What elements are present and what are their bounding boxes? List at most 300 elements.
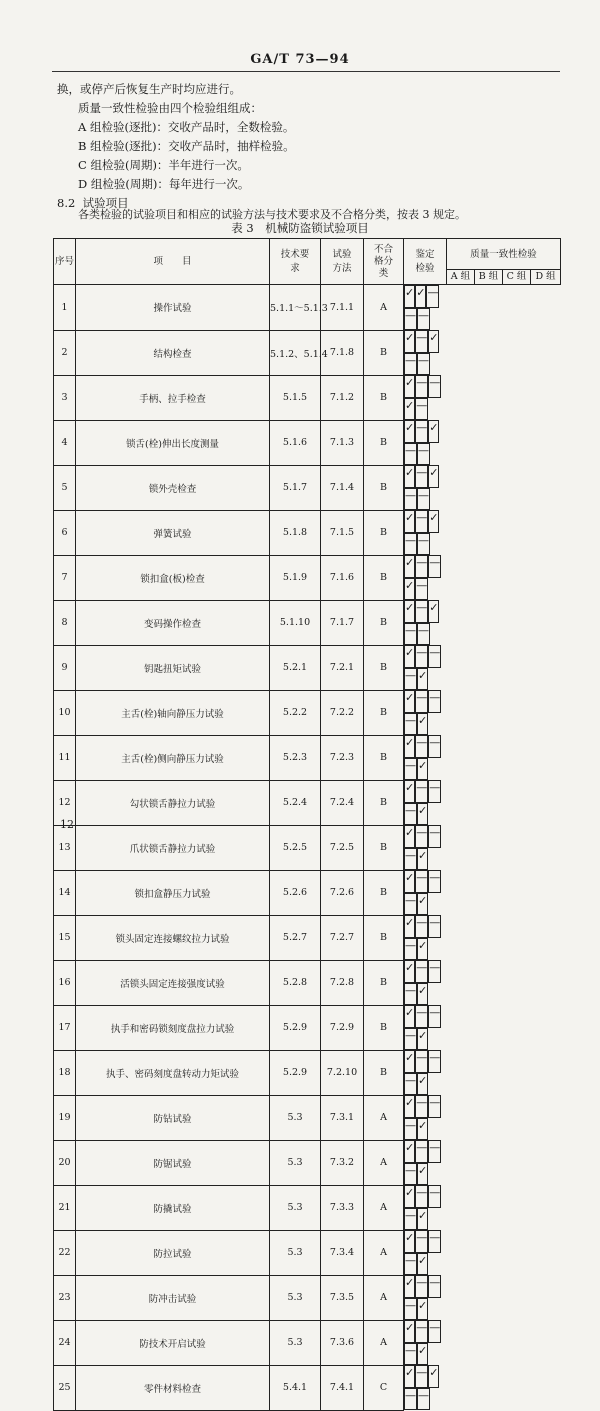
table-row: [54, 1230, 561, 1275]
row-group-d: ✓: [417, 1118, 428, 1141]
row-group-a: —: [415, 1185, 428, 1208]
row-test-method: 7.1.3: [321, 420, 364, 465]
row-group-b: ✓: [428, 1365, 439, 1388]
row-identification: ✓: [404, 1050, 415, 1073]
row-group-b: ✓: [428, 330, 439, 353]
row-group-b: —: [428, 1140, 441, 1163]
row-nonconformity: B: [364, 825, 404, 870]
row-group-c: —: [404, 533, 417, 556]
row-identification: ✓: [404, 1320, 415, 1343]
row-test-method: 7.1.6: [321, 555, 364, 600]
row-tech-req: 5.1.10: [270, 600, 321, 645]
header-tech-req: 技术要求: [270, 239, 321, 285]
row-seq: 9: [54, 645, 76, 690]
row-group-d: ✓: [417, 938, 428, 961]
row-seq: 5: [54, 465, 76, 510]
row-test-method: 7.1.4: [321, 465, 364, 510]
row-group-c: —: [404, 1298, 417, 1321]
row-test-method: 7.1.5: [321, 510, 364, 555]
row-group-b: —: [428, 375, 441, 398]
row-group-b: —: [428, 645, 441, 668]
table-row: [54, 330, 561, 375]
row-seq: 14: [54, 870, 76, 915]
row-identification: ✓: [404, 690, 415, 713]
row-tech-req: 5.1.9: [270, 555, 321, 600]
row-group-a: —: [415, 510, 428, 533]
row-group-b: —: [428, 870, 441, 893]
row-tech-req: 5.1.8: [270, 510, 321, 555]
row-tech-req: 5.2.1: [270, 645, 321, 690]
row-seq: 20: [54, 1140, 76, 1185]
row-tech-req: 5.2.2: [270, 690, 321, 735]
intro-line-1: 换，或停产后恢复生产时均应进行。: [57, 82, 241, 96]
row-group-b: —: [428, 915, 441, 938]
row-group-d: —: [417, 623, 430, 646]
row-item: 活锁头固定连接强度试验: [76, 960, 270, 1005]
row-seq: 16: [54, 960, 76, 1005]
test-items-table: [53, 238, 561, 1411]
row-nonconformity: B: [364, 735, 404, 780]
row-test-method: 7.2.7: [321, 915, 364, 960]
row-identification: ✓: [404, 555, 415, 578]
row-group-d: —: [417, 443, 430, 466]
row-test-method: 7.2.10: [321, 1050, 364, 1095]
row-group-b: —: [428, 1005, 441, 1028]
table-row: [54, 375, 561, 420]
row-item: 锁外壳检查: [76, 465, 270, 510]
row-tech-req: 5.1.1～5.1.3: [270, 285, 321, 331]
row-group-c: —: [404, 1163, 417, 1186]
row-seq: 4: [54, 420, 76, 465]
row-group-d: ✓: [417, 713, 428, 736]
row-identification: ✓: [404, 645, 415, 668]
row-group-c: —: [404, 1388, 417, 1411]
row-group-a: —: [415, 1140, 428, 1163]
row-tech-req: 5.3: [270, 1095, 321, 1140]
table-row: [54, 915, 561, 960]
row-group-d: ✓: [417, 1163, 428, 1186]
row-test-method: 7.3.6: [321, 1320, 364, 1365]
row-group-b: —: [428, 1275, 441, 1298]
row-group-a: —: [415, 555, 428, 578]
row-group-a: —: [415, 915, 428, 938]
row-group-b: —: [428, 1320, 441, 1343]
row-nonconformity: B: [364, 600, 404, 645]
row-group-c: —: [404, 353, 417, 376]
row-test-method: 7.2.2: [321, 690, 364, 735]
row-test-method: 7.1.7: [321, 600, 364, 645]
row-identification: ✓: [404, 915, 415, 938]
row-group-d: ✓: [417, 893, 428, 916]
row-test-method: 7.3.3: [321, 1185, 364, 1230]
row-item: 爪状锁舌静拉力试验: [76, 825, 270, 870]
row-seq: 10: [54, 690, 76, 735]
row-nonconformity: B: [364, 1005, 404, 1050]
row-group-d: ✓: [417, 1298, 428, 1321]
row-group-b: —: [428, 1230, 441, 1253]
row-group-c: —: [404, 443, 417, 466]
row-item: 执手、密码刻度盘转动力矩试验: [76, 1050, 270, 1095]
row-seq: 22: [54, 1230, 76, 1275]
row-group-d: ✓: [417, 1073, 428, 1096]
header-seq: 序号: [54, 239, 76, 285]
row-item: 主舌(栓)轴向静压力试验: [76, 690, 270, 735]
row-group-a: —: [415, 1230, 428, 1253]
row-group-b: —: [428, 825, 441, 848]
row-group-a: —: [415, 1050, 428, 1073]
table-row: [54, 465, 561, 510]
row-item: 执手和密码锁刻度盘拉力试验: [76, 1005, 270, 1050]
row-group-a: —: [415, 1365, 428, 1388]
row-item: 锁头固定连接螺纹拉力试验: [76, 915, 270, 960]
row-group-a: —: [415, 960, 428, 983]
row-group-d: ✓: [417, 983, 428, 1006]
table-row: [54, 735, 561, 780]
group-a-description: A 组检验(逐批)：交收产品时，全数检验。: [78, 120, 295, 134]
header-test-method: 试验方法: [321, 239, 364, 285]
row-nonconformity: A: [364, 285, 404, 331]
table-row: [54, 555, 561, 600]
row-seq: 23: [54, 1275, 76, 1320]
row-nonconformity: A: [364, 1095, 404, 1140]
row-seq: 7: [54, 555, 76, 600]
row-tech-req: 5.1.2、5.1.4: [270, 330, 321, 375]
row-group-d: —: [415, 398, 428, 421]
row-group-d: —: [417, 1388, 430, 1411]
group-c-description: C 组检验(周期)：半年进行一次。: [78, 158, 249, 172]
table-row: [54, 1365, 561, 1410]
row-group-d: ✓: [417, 1028, 428, 1051]
row-tech-req: 5.2.6: [270, 870, 321, 915]
row-group-d: ✓: [417, 848, 428, 871]
row-nonconformity: A: [364, 1275, 404, 1320]
row-group-b: —: [428, 1185, 441, 1208]
header-rule: [52, 71, 560, 72]
row-group-a: —: [415, 420, 428, 443]
row-seq: 13: [54, 825, 76, 870]
row-group-d: —: [417, 308, 430, 331]
row-group-d: —: [417, 353, 430, 376]
row-identification: ✓: [404, 825, 415, 848]
row-group-d: ✓: [417, 1208, 428, 1231]
row-tech-req: 5.2.8: [270, 960, 321, 1005]
row-test-method: 7.1.8: [321, 330, 364, 375]
row-test-method: 7.3.4: [321, 1230, 364, 1275]
row-tech-req: 5.3: [270, 1140, 321, 1185]
table-row: [54, 510, 561, 555]
row-item: 防拉试验: [76, 1230, 270, 1275]
row-group-b: —: [428, 735, 441, 758]
row-seq: 21: [54, 1185, 76, 1230]
row-identification: ✓: [404, 285, 415, 308]
row-group-d: ✓: [417, 1343, 428, 1366]
row-group-c: —: [404, 623, 417, 646]
row-group-b: —: [428, 1095, 441, 1118]
row-test-method: 7.2.9: [321, 1005, 364, 1050]
header-nonconformity: 不合格分类: [364, 239, 404, 285]
row-group-c: —: [404, 893, 417, 916]
row-group-a: ✓: [415, 285, 426, 308]
row-group-c: —: [404, 1208, 417, 1231]
row-test-method: 7.2.3: [321, 735, 364, 780]
row-item: 防技术开启试验: [76, 1320, 270, 1365]
row-tech-req: 5.3: [270, 1185, 321, 1230]
row-group-c: —: [404, 938, 417, 961]
row-item: 锁扣盒静压力试验: [76, 870, 270, 915]
row-identification: ✓: [404, 1005, 415, 1028]
row-tech-req: 5.4.1: [270, 1365, 321, 1410]
row-group-b: —: [428, 1050, 441, 1073]
row-group-c: —: [404, 803, 417, 826]
row-group-c: ✓: [404, 398, 415, 421]
row-group-d: ✓: [417, 1253, 428, 1276]
table-row: [54, 1050, 561, 1095]
row-item: 钥匙扭矩试验: [76, 645, 270, 690]
row-tech-req: 5.1.5: [270, 375, 321, 420]
row-group-a: —: [415, 870, 428, 893]
table-row: [54, 645, 561, 690]
row-seq: 18: [54, 1050, 76, 1095]
row-identification: ✓: [404, 1140, 415, 1163]
header-identification: 鉴定检验: [404, 239, 447, 285]
row-group-c: —: [404, 713, 417, 736]
row-seq: 15: [54, 915, 76, 960]
row-seq: 17: [54, 1005, 76, 1050]
row-group-c: —: [404, 668, 417, 691]
row-group-c: ✓: [404, 578, 415, 601]
row-tech-req: 5.2.3: [270, 735, 321, 780]
row-seq: 3: [54, 375, 76, 420]
row-nonconformity: B: [364, 510, 404, 555]
table-row: [54, 285, 561, 331]
section-body: 各类检验的试验项目和相应的试验方法与技术要求及不合格分类，按表 3 规定。: [78, 208, 466, 221]
row-identification: ✓: [404, 465, 415, 488]
row-nonconformity: B: [364, 870, 404, 915]
row-group-b: ✓: [428, 510, 439, 533]
row-identification: ✓: [404, 780, 415, 803]
table-row: [54, 420, 561, 465]
row-group-d: ✓: [417, 803, 428, 826]
group-d-description: D 组检验(周期)：每年进行一次。: [78, 177, 250, 191]
row-nonconformity: B: [364, 330, 404, 375]
page-number: 12: [60, 818, 74, 831]
header-quality-consistency: 质量一致性检验: [447, 239, 561, 270]
row-item: 操作试验: [76, 285, 270, 331]
row-seq: 25: [54, 1365, 76, 1410]
row-group-a: —: [415, 825, 428, 848]
group-b-description: B 组检验(逐批)：交收产品时，抽样检验。: [78, 139, 295, 153]
row-group-a: —: [415, 600, 428, 623]
row-tech-req: 5.2.7: [270, 915, 321, 960]
row-seq: 24: [54, 1320, 76, 1365]
row-group-c: —: [404, 1343, 417, 1366]
row-item: 防撬试验: [76, 1185, 270, 1230]
row-group-c: —: [404, 1073, 417, 1096]
row-tech-req: 5.1.6: [270, 420, 321, 465]
row-test-method: 7.2.5: [321, 825, 364, 870]
section-title: 试验项目: [82, 196, 129, 210]
row-group-b: —: [426, 285, 439, 308]
row-test-method: 7.1.2: [321, 375, 364, 420]
row-tech-req: 5.2.9: [270, 1050, 321, 1095]
row-seq: 8: [54, 600, 76, 645]
row-identification: ✓: [404, 600, 415, 623]
row-identification: ✓: [404, 420, 415, 443]
row-nonconformity: B: [364, 465, 404, 510]
row-group-b: ✓: [428, 420, 439, 443]
header-item: 项 目: [76, 239, 270, 285]
row-group-c: —: [404, 758, 417, 781]
row-nonconformity: B: [364, 690, 404, 735]
intro-line-2: 质量一致性检验由四个检验组组成：: [78, 101, 262, 115]
table-row: [54, 1005, 561, 1050]
row-group-a: —: [415, 1275, 428, 1298]
row-nonconformity: A: [364, 1230, 404, 1275]
row-identification: ✓: [404, 870, 415, 893]
row-group-d: —: [415, 578, 428, 601]
row-group-a: —: [415, 465, 428, 488]
row-item: 锁舌(栓)伸出长度测量: [76, 420, 270, 465]
row-tech-req: 5.2.5: [270, 825, 321, 870]
row-group-a: —: [415, 645, 428, 668]
row-item: 锁扣盒(板)检查: [76, 555, 270, 600]
row-seq: 12: [54, 780, 76, 825]
table-row: [54, 825, 561, 870]
row-identification: ✓: [404, 1095, 415, 1118]
table-row: [54, 780, 561, 825]
header-group-c: C 组: [503, 270, 531, 285]
row-test-method: 7.3.2: [321, 1140, 364, 1185]
table-body: [54, 285, 561, 1411]
table-row: [54, 1275, 561, 1320]
row-item: 主舌(栓)侧向静压力试验: [76, 735, 270, 780]
row-nonconformity: C: [364, 1365, 404, 1410]
row-seq: 19: [54, 1095, 76, 1140]
table-row: [54, 960, 561, 1005]
row-item: 勾状锁舌静拉力试验: [76, 780, 270, 825]
row-group-c: —: [404, 983, 417, 1006]
row-group-b: —: [428, 555, 441, 578]
row-group-c: —: [404, 1253, 417, 1276]
row-item: 防锯试验: [76, 1140, 270, 1185]
row-group-d: —: [417, 488, 430, 511]
row-group-a: —: [415, 735, 428, 758]
row-group-a: —: [415, 1005, 428, 1028]
header-group-a: A 组: [447, 270, 475, 285]
row-identification: ✓: [404, 960, 415, 983]
row-nonconformity: B: [364, 915, 404, 960]
row-seq: 2: [54, 330, 76, 375]
header-group-b: B 组: [475, 270, 503, 285]
row-tech-req: 5.3: [270, 1275, 321, 1320]
row-group-a: —: [415, 1320, 428, 1343]
row-test-method: 7.2.8: [321, 960, 364, 1005]
row-nonconformity: A: [364, 1140, 404, 1185]
row-group-b: —: [428, 960, 441, 983]
row-group-a: —: [415, 780, 428, 803]
row-nonconformity: B: [364, 1050, 404, 1095]
row-seq: 6: [54, 510, 76, 555]
document-code: GA/T 73—94: [250, 52, 350, 67]
table-caption: 表 3 机械防盗锁试验项目: [231, 221, 369, 235]
row-nonconformity: A: [364, 1320, 404, 1365]
row-nonconformity: B: [364, 780, 404, 825]
row-item: 弹簧试验: [76, 510, 270, 555]
row-identification: ✓: [404, 735, 415, 758]
row-seq: 1: [54, 285, 76, 331]
row-group-b: ✓: [428, 465, 439, 488]
row-group-b: —: [428, 780, 441, 803]
table-row: [54, 1095, 561, 1140]
header-group-d: D 组: [531, 270, 561, 285]
row-item: 结构检查: [76, 330, 270, 375]
row-group-d: —: [417, 533, 430, 556]
row-group-c: —: [404, 1118, 417, 1141]
row-test-method: 7.4.1: [321, 1365, 364, 1410]
section-number: 8.2: [57, 196, 76, 210]
row-tech-req: 5.3: [270, 1230, 321, 1275]
row-nonconformity: A: [364, 1185, 404, 1230]
row-group-a: —: [415, 330, 428, 353]
table-row: [54, 1140, 561, 1185]
row-nonconformity: B: [364, 555, 404, 600]
row-group-d: ✓: [417, 758, 428, 781]
row-group-b: ✓: [428, 600, 439, 623]
row-tech-req: 5.2.9: [270, 1005, 321, 1050]
row-group-d: ✓: [417, 668, 428, 691]
row-test-method: 7.2.1: [321, 645, 364, 690]
row-test-method: 7.3.1: [321, 1095, 364, 1140]
row-test-method: 7.3.5: [321, 1275, 364, 1320]
row-tech-req: 5.3: [270, 1320, 321, 1365]
row-item: 防冲击试验: [76, 1275, 270, 1320]
table-row: [54, 1185, 561, 1230]
row-item: 防钻试验: [76, 1095, 270, 1140]
row-test-method: 7.2.6: [321, 870, 364, 915]
row-identification: ✓: [404, 330, 415, 353]
row-group-c: —: [404, 848, 417, 871]
row-nonconformity: B: [364, 645, 404, 690]
row-identification: ✓: [404, 1185, 415, 1208]
row-group-a: —: [415, 690, 428, 713]
row-identification: ✓: [404, 510, 415, 533]
table-row: [54, 690, 561, 735]
row-group-a: —: [415, 375, 428, 398]
table-row: [54, 870, 561, 915]
row-group-c: —: [404, 308, 417, 331]
row-group-c: —: [404, 488, 417, 511]
row-identification: ✓: [404, 1275, 415, 1298]
row-nonconformity: B: [364, 375, 404, 420]
row-test-method: 7.1.1: [321, 285, 364, 331]
row-group-b: —: [428, 690, 441, 713]
table-row: [54, 600, 561, 645]
row-item: 零件材料检查: [76, 1365, 270, 1410]
table-row: [54, 1320, 561, 1365]
row-group-c: —: [404, 1028, 417, 1051]
row-item: 变码操作检查: [76, 600, 270, 645]
row-nonconformity: B: [364, 960, 404, 1005]
row-seq: 11: [54, 735, 76, 780]
row-nonconformity: B: [364, 420, 404, 465]
row-tech-req: 5.2.4: [270, 780, 321, 825]
row-identification: ✓: [404, 375, 415, 398]
row-identification: ✓: [404, 1230, 415, 1253]
row-identification: ✓: [404, 1365, 415, 1388]
row-group-a: —: [415, 1095, 428, 1118]
row-tech-req: 5.1.7: [270, 465, 321, 510]
row-item: 手柄、拉手检查: [76, 375, 270, 420]
